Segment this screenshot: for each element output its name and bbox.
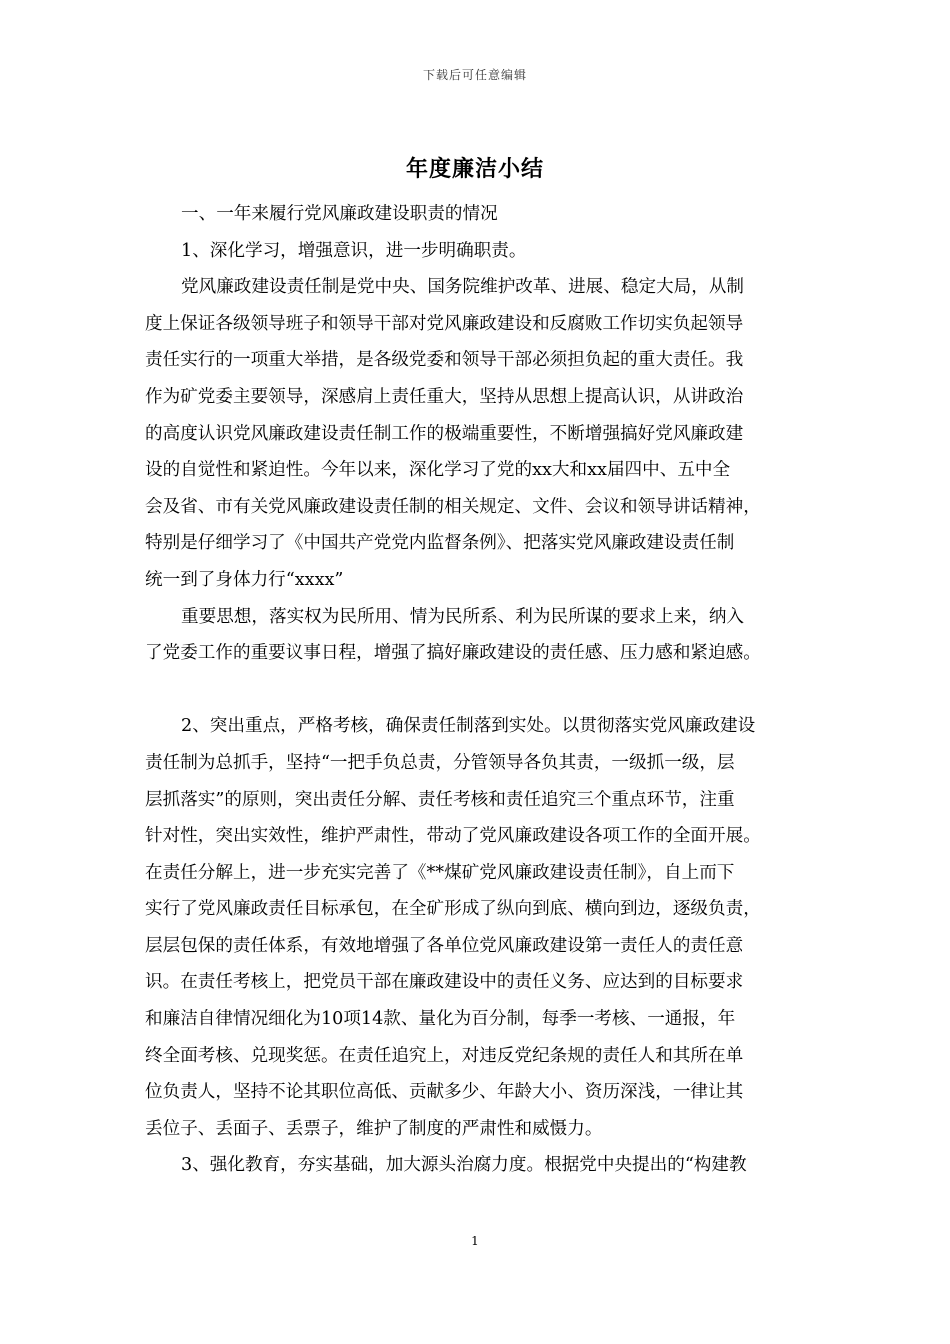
paragraph-line: 统一到了身体力行“xxxx” xyxy=(145,569,344,590)
paragraph-line: 层抓落实”的原则，突出责任分解、责任考核和责任追究三个重点环节，注重 xyxy=(145,789,735,810)
paragraph-line: 终全面考核、兑现奖惩。在责任追究上，对违反党纪条规的责任人和其所在单 xyxy=(145,1045,744,1066)
paragraph-line: 丢位子、丢面子、丢票子，维护了制度的严肃性和威慑力。 xyxy=(145,1118,603,1139)
section-heading: 一、一年来履行党风廉政建设职责的情况 xyxy=(181,204,498,224)
paragraph-line: 3、强化教育，夯实基础，加大源头治腐力度。根据党中央提出的“构建教 xyxy=(181,1155,747,1176)
paragraph-line: 实行了党风廉政责任目标承包，在全矿形成了纵向到底、横向到边，逐级负责， xyxy=(145,899,761,920)
paragraph-line: 责任实行的一项重大举措，是各级党委和领导干部必须担负起的重大责任。我 xyxy=(145,350,744,371)
paragraph-line: 了党委工作的重要议事日程，增强了搞好廉政建设的责任感、压力感和紧迫感。 xyxy=(145,643,761,664)
paragraph-line: 位负责人，坚持不论其职位高低、贡献多少、年龄大小、资历深浅，一律让其 xyxy=(145,1082,744,1103)
paragraph-line: 针对性，突出实效性，维护严肃性，带动了党风廉政建设各项工作的全面开展。 xyxy=(145,826,761,847)
paragraph-line: 2、突出重点，严格考核，确保责任制落到实处。以贯彻落实党风廉政建设 xyxy=(181,716,756,737)
paragraph-line: 重要思想，落实权为民所用、情为民所系、利为民所谋的要求上来，纳入 xyxy=(181,606,745,627)
paragraph-line: 责任制为总抓手，坚持“一把手负总责，分管领导各负其责，一级抓一级，层 xyxy=(145,752,735,773)
subsection-heading: 1、深化学习，增强意识，进一步明确职责。 xyxy=(181,240,527,261)
paragraph-line: 党风廉政建设责任制是党中央、国务院维护改革、进展、稳定大局，从制 xyxy=(181,277,745,298)
paragraph-line: 作为矿党委主要领导，深感肩上责任重大，坚持从思想上提高认识，从讲政治 xyxy=(145,386,744,407)
document-body xyxy=(145,196,817,1184)
paragraph-line: 会及省、市有关党风廉政建设责任制的相关规定、文件、会议和领导讲话精神， xyxy=(145,496,761,517)
paragraph-line: 层层包保的责任体系，有效地增强了各单位党风廉政建设第一责任人的责任意 xyxy=(145,935,744,956)
paragraph-line: 识。在责任考核上，把党员干部在廉政建设中的责任义务、应达到的目标要求 xyxy=(145,972,744,993)
page-header: 下载后可任意编辑 xyxy=(422,68,527,82)
document-title: 年度廉洁小结 xyxy=(405,156,544,182)
paragraph-line: 和廉洁自律情况细化为10项14款、量化为百分制，每季一考核、一通报，年 xyxy=(145,1009,736,1030)
paragraph-line: 特别是仔细学习了《中国共产党党内监督条例》、把落实党风廉政建设责任制 xyxy=(145,533,735,554)
paragraph-line: 设的自觉性和紧迫性。今年以来，深化学习了党的xx大和xx届四中、五中全 xyxy=(145,460,731,481)
paragraph-line: 在责任分解上，进一步充实完善了《**煤矿党风廉政建设责任制》，自上而下 xyxy=(145,862,735,883)
paragraph-line: 度上保证各级领导班子和领导干部对党风廉政建设和反腐败工作切实负起领导 xyxy=(145,313,744,334)
paragraph-line: 的高度认识党风廉政建设责任制工作的极端重要性，不断增强搞好党风廉政建 xyxy=(145,423,744,444)
blank-line xyxy=(145,672,817,709)
page-number: 1 xyxy=(471,1234,479,1248)
